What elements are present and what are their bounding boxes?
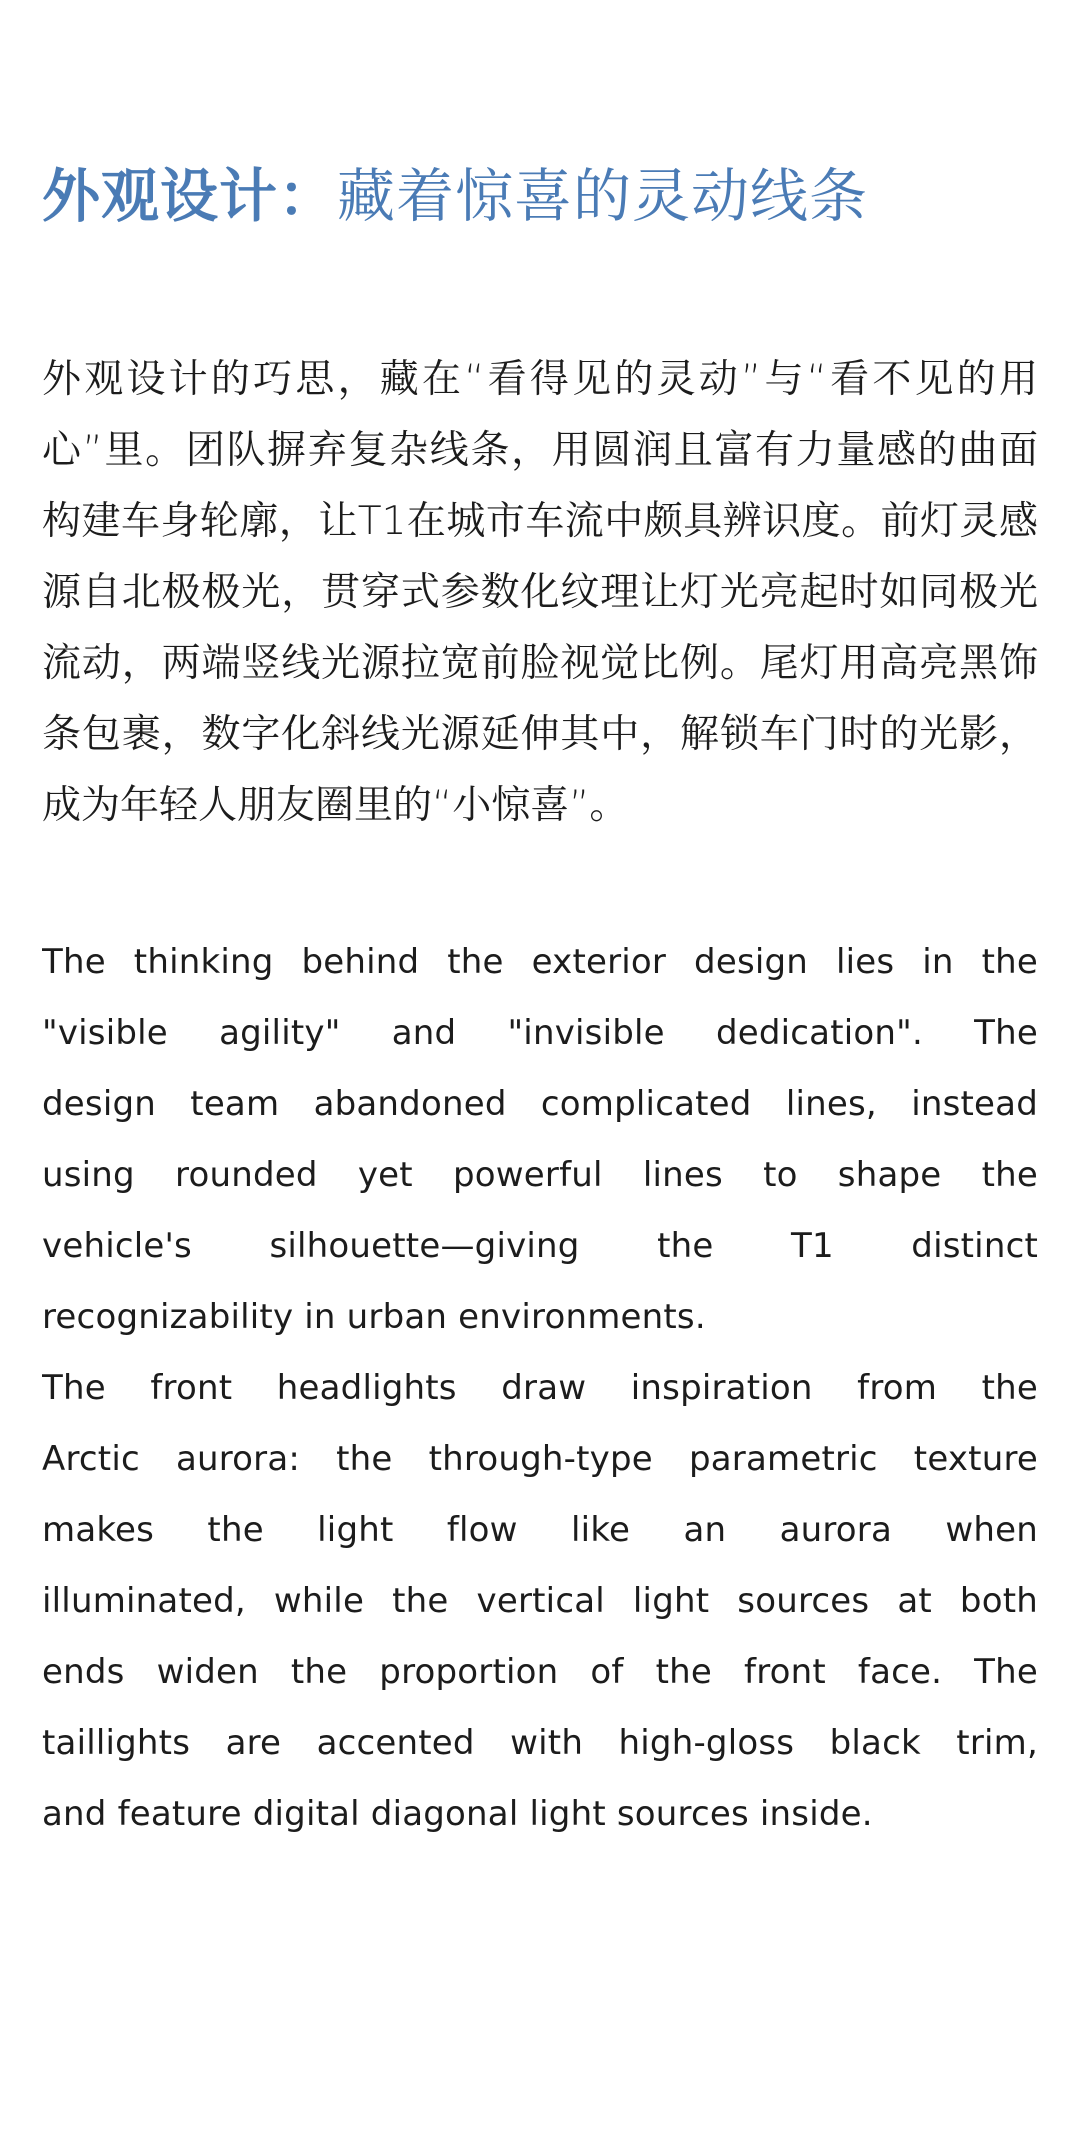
zh-text-line: 成为年轻人朋友圈里的“小惊喜”。: [42, 783, 629, 828]
en-text-line: The front headlights draw inspiration from the: [42, 1368, 1038, 1408]
en-text-line: and feature digital diagonal light sources inside.: [42, 1794, 873, 1834]
page: [0, 162, 1080, 2156]
en-text-line: ends widen the proportion of the front face. The: [42, 1652, 1038, 1692]
en-text-line: illuminated, while the vertical light sources at both: [42, 1581, 1038, 1621]
zh-text-line: 流动，两端竖线光源拉宽前脸视觉比例。尾灯用高亮黑饰: [42, 641, 1038, 686]
page-title-label: 外观设计：: [42, 162, 338, 230]
en-text-line: using rounded yet powerful lines to shape the: [42, 1155, 1038, 1195]
en-text-line: recognizability in urban environments.: [42, 1297, 706, 1337]
en-text-line: vehicle's silhouette—giving the T1 distinct: [42, 1226, 1038, 1266]
paragraph-chinese: [42, 344, 1038, 841]
en-text-line: "visible agility" and "invisible dedication". The: [42, 1013, 1038, 1053]
en-text-line: makes the light flow like an aurora when: [42, 1510, 1038, 1550]
en-text-line: Arctic aurora: the through-type parametric texture: [42, 1439, 1038, 1479]
en-text-line: The thinking behind the exterior design lies in the: [42, 942, 1038, 982]
article-body: [0, 162, 1080, 1850]
page-title: [42, 162, 1038, 230]
zh-text-line: 心”里。团队摒弃复杂线条，用圆润且富有力量感的曲面: [42, 428, 1038, 473]
page-title-subtitle: 藏着惊喜的灵动线条: [337, 162, 869, 230]
zh-text-line: 构建车身轮廓，让T1在城市车流中颇具辨识度。前灯灵感: [42, 499, 1038, 544]
en-text-line: design team abandoned complicated lines, instead: [42, 1084, 1038, 1124]
zh-text-line: 外观设计的巧思，藏在“看得见的灵动”与“看不见的用: [42, 357, 1038, 402]
paragraph-english-2: [42, 1353, 1038, 1850]
paragraph-english-1: [42, 927, 1038, 1353]
en-text-line: taillights are accented with high-gloss black trim,: [42, 1723, 1038, 1763]
zh-text-line: 条包裹，数字化斜线光源延伸其中，解锁车门时的光影，: [42, 712, 1038, 757]
zh-text-line: 源自北极极光，贯穿式参数化纹理让灯光亮起时如同极光: [42, 570, 1038, 615]
